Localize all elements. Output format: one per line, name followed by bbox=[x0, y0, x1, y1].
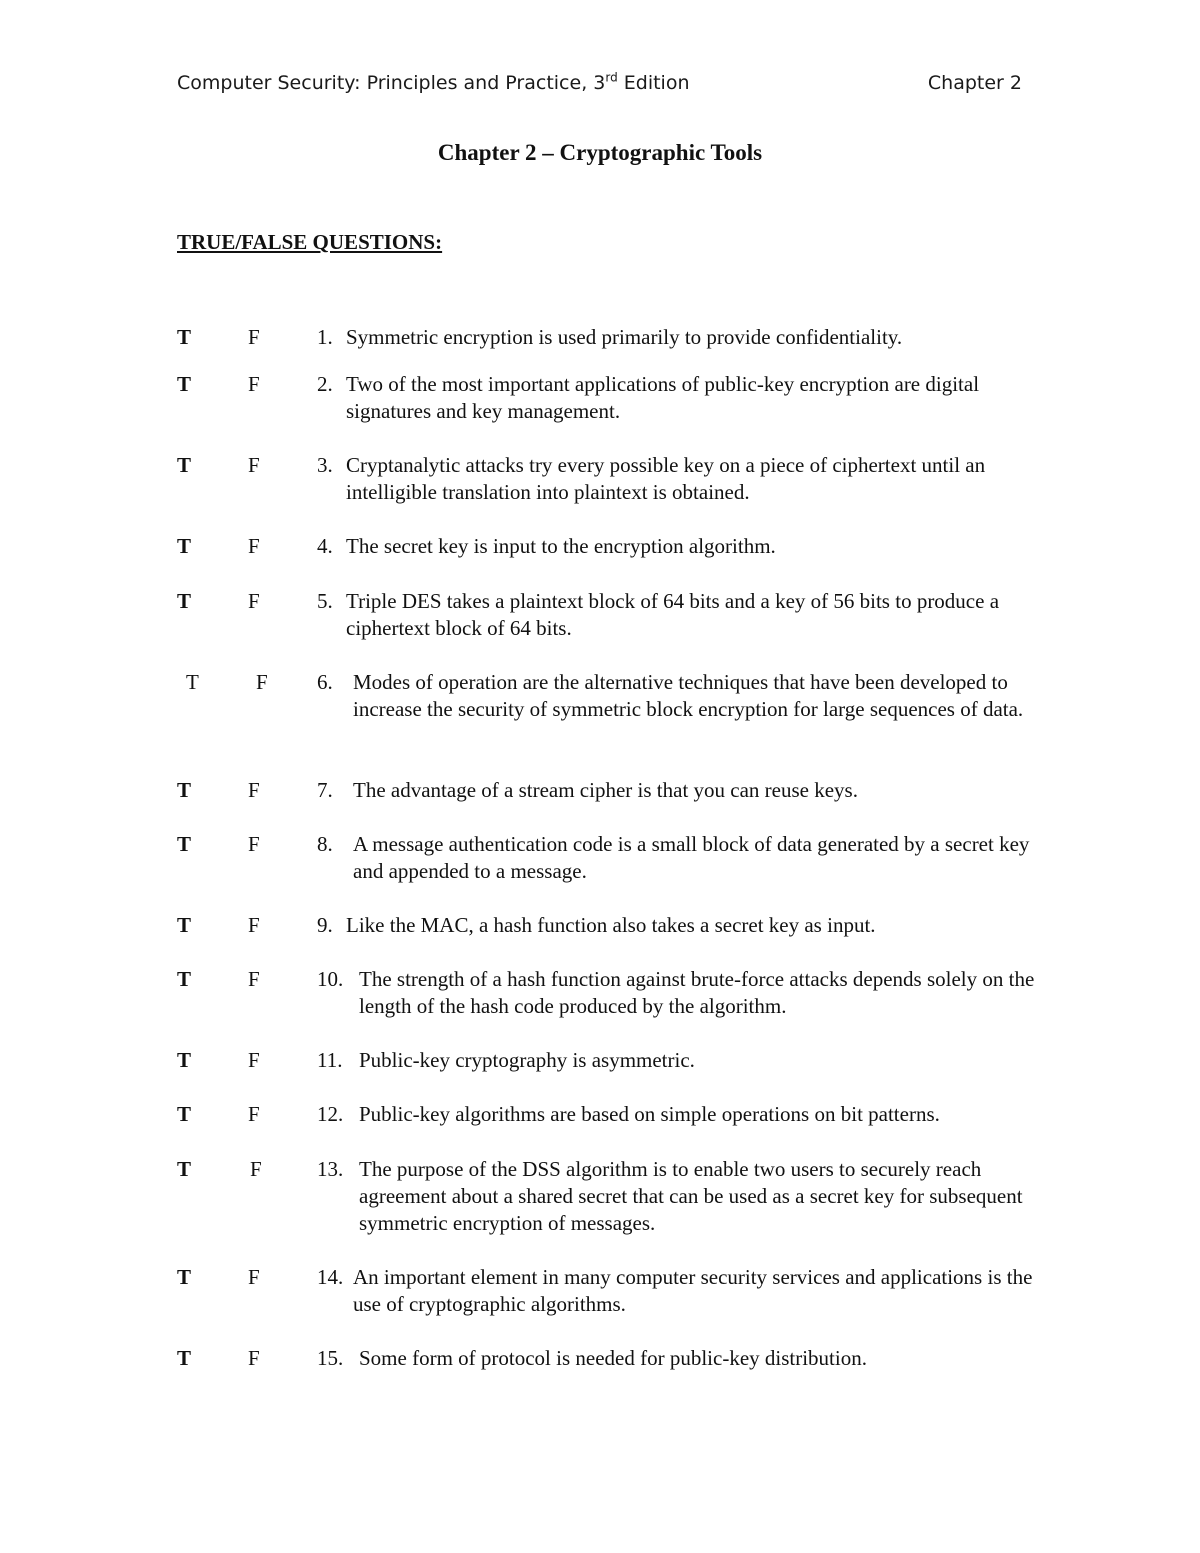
false-option[interactable]: F bbox=[248, 325, 260, 349]
true-option[interactable]: T bbox=[177, 913, 192, 937]
true-option[interactable]: T bbox=[177, 589, 192, 613]
false-option[interactable]: F bbox=[250, 1157, 262, 1181]
question-text: The secret key is input to the encryption algorithm. bbox=[346, 534, 776, 558]
true-option[interactable]: T bbox=[177, 372, 192, 396]
false-option[interactable]: F bbox=[248, 1048, 260, 1072]
false-option[interactable]: F bbox=[248, 1265, 260, 1289]
question-number: 6. bbox=[317, 670, 333, 694]
question-number: 8. bbox=[317, 832, 333, 856]
true-option[interactable]: T bbox=[177, 453, 192, 477]
running-header bbox=[177, 72, 1022, 94]
false-option[interactable]: F bbox=[248, 589, 260, 613]
question-number: 7. bbox=[317, 778, 333, 802]
question-text: Two of the most important applications of public-key encryption are digital signatures and key management. bbox=[346, 372, 980, 423]
question-text: An important element in many computer security services and applications is the use of cryptographic algorithms. bbox=[353, 1265, 1033, 1316]
true-option[interactable]: T bbox=[177, 1157, 192, 1181]
false-option[interactable]: F bbox=[248, 778, 260, 802]
question-number: 14. bbox=[317, 1265, 344, 1289]
true-option[interactable]: T bbox=[177, 1346, 192, 1370]
false-option[interactable]: F bbox=[248, 534, 260, 558]
question-text: Public-key algorithms are based on simple operations on bit patterns. bbox=[359, 1102, 940, 1126]
question-number: 10. bbox=[317, 967, 344, 991]
question-number: 2. bbox=[317, 372, 333, 396]
question-number: 5. bbox=[317, 589, 333, 613]
chapter-title: Chapter 2 – Cryptographic Tools bbox=[437, 140, 763, 165]
false-option[interactable]: F bbox=[248, 913, 260, 937]
true-option[interactable]: T bbox=[177, 1102, 192, 1126]
edition-superscript: rd bbox=[605, 70, 618, 85]
false-option[interactable]: F bbox=[256, 670, 268, 694]
false-option[interactable]: F bbox=[248, 1346, 260, 1370]
question-text: Like the MAC, a hash function also takes a secret key as input. bbox=[346, 913, 876, 937]
question-number: 9. bbox=[317, 913, 333, 937]
book-title: Computer Security: Principles and Practice, 3rd Edition bbox=[177, 70, 690, 94]
false-option[interactable]: F bbox=[248, 967, 260, 991]
question-text: Triple DES takes a plaintext block of 64 bits and a key of 56 bits to produce a ciphertext block of 64 bits. bbox=[346, 589, 1000, 640]
false-option[interactable]: F bbox=[248, 832, 260, 856]
true-option[interactable]: T bbox=[186, 670, 199, 694]
question-text: Some form of protocol is needed for public-key distribution. bbox=[359, 1346, 867, 1370]
question-text: The purpose of the DSS algorithm is to enable two users to securely reach agreement about a shared secret that can be used as a secret key for subsequent symmetric encryption of messages. bbox=[359, 1157, 1023, 1235]
question-number: 13. bbox=[317, 1157, 344, 1181]
question-number: 12. bbox=[317, 1102, 344, 1126]
question-text: Public-key cryptography is asymmetric. bbox=[359, 1048, 695, 1072]
true-option[interactable]: T bbox=[177, 1048, 192, 1072]
question-text: The advantage of a stream cipher is that you can reuse keys. bbox=[353, 778, 858, 802]
question-text: Cryptanalytic attacks try every possible key on a piece of ciphertext until an intelligible translation into plaintext is obtained. bbox=[346, 453, 986, 504]
true-option[interactable]: T bbox=[177, 778, 192, 802]
question-text: A message authentication code is a small block of data generated by a secret key and appended to a message. bbox=[353, 832, 1030, 883]
question-text: The strength of a hash function against brute-force attacks depends solely on the length of the hash code produced by the algorithm. bbox=[359, 967, 1035, 1018]
false-option[interactable]: F bbox=[248, 372, 260, 396]
true-option[interactable]: T bbox=[177, 1265, 192, 1289]
question-number: 1. bbox=[317, 325, 333, 349]
question-number: 15. bbox=[317, 1346, 344, 1370]
section-title: TRUE/FALSE QUESTIONS: bbox=[177, 230, 443, 254]
question-number: 11. bbox=[317, 1048, 343, 1072]
question-text: Modes of operation are the alternative techniques that have been developed to increase the security of symmetric block encryption for large sequences of data. bbox=[353, 670, 1024, 721]
true-option[interactable]: T bbox=[177, 832, 192, 856]
question-text: Symmetric encryption is used primarily to provide confidentiality. bbox=[346, 325, 903, 349]
true-option[interactable]: T bbox=[177, 534, 192, 558]
true-option[interactable]: T bbox=[177, 967, 192, 991]
false-option[interactable]: F bbox=[248, 453, 260, 477]
true-option[interactable]: T bbox=[177, 325, 192, 349]
chapter-label: Chapter 2 bbox=[927, 72, 1022, 94]
question-number: 4. bbox=[317, 534, 333, 558]
false-option[interactable]: F bbox=[248, 1102, 260, 1126]
question-number: 3. bbox=[317, 453, 333, 477]
